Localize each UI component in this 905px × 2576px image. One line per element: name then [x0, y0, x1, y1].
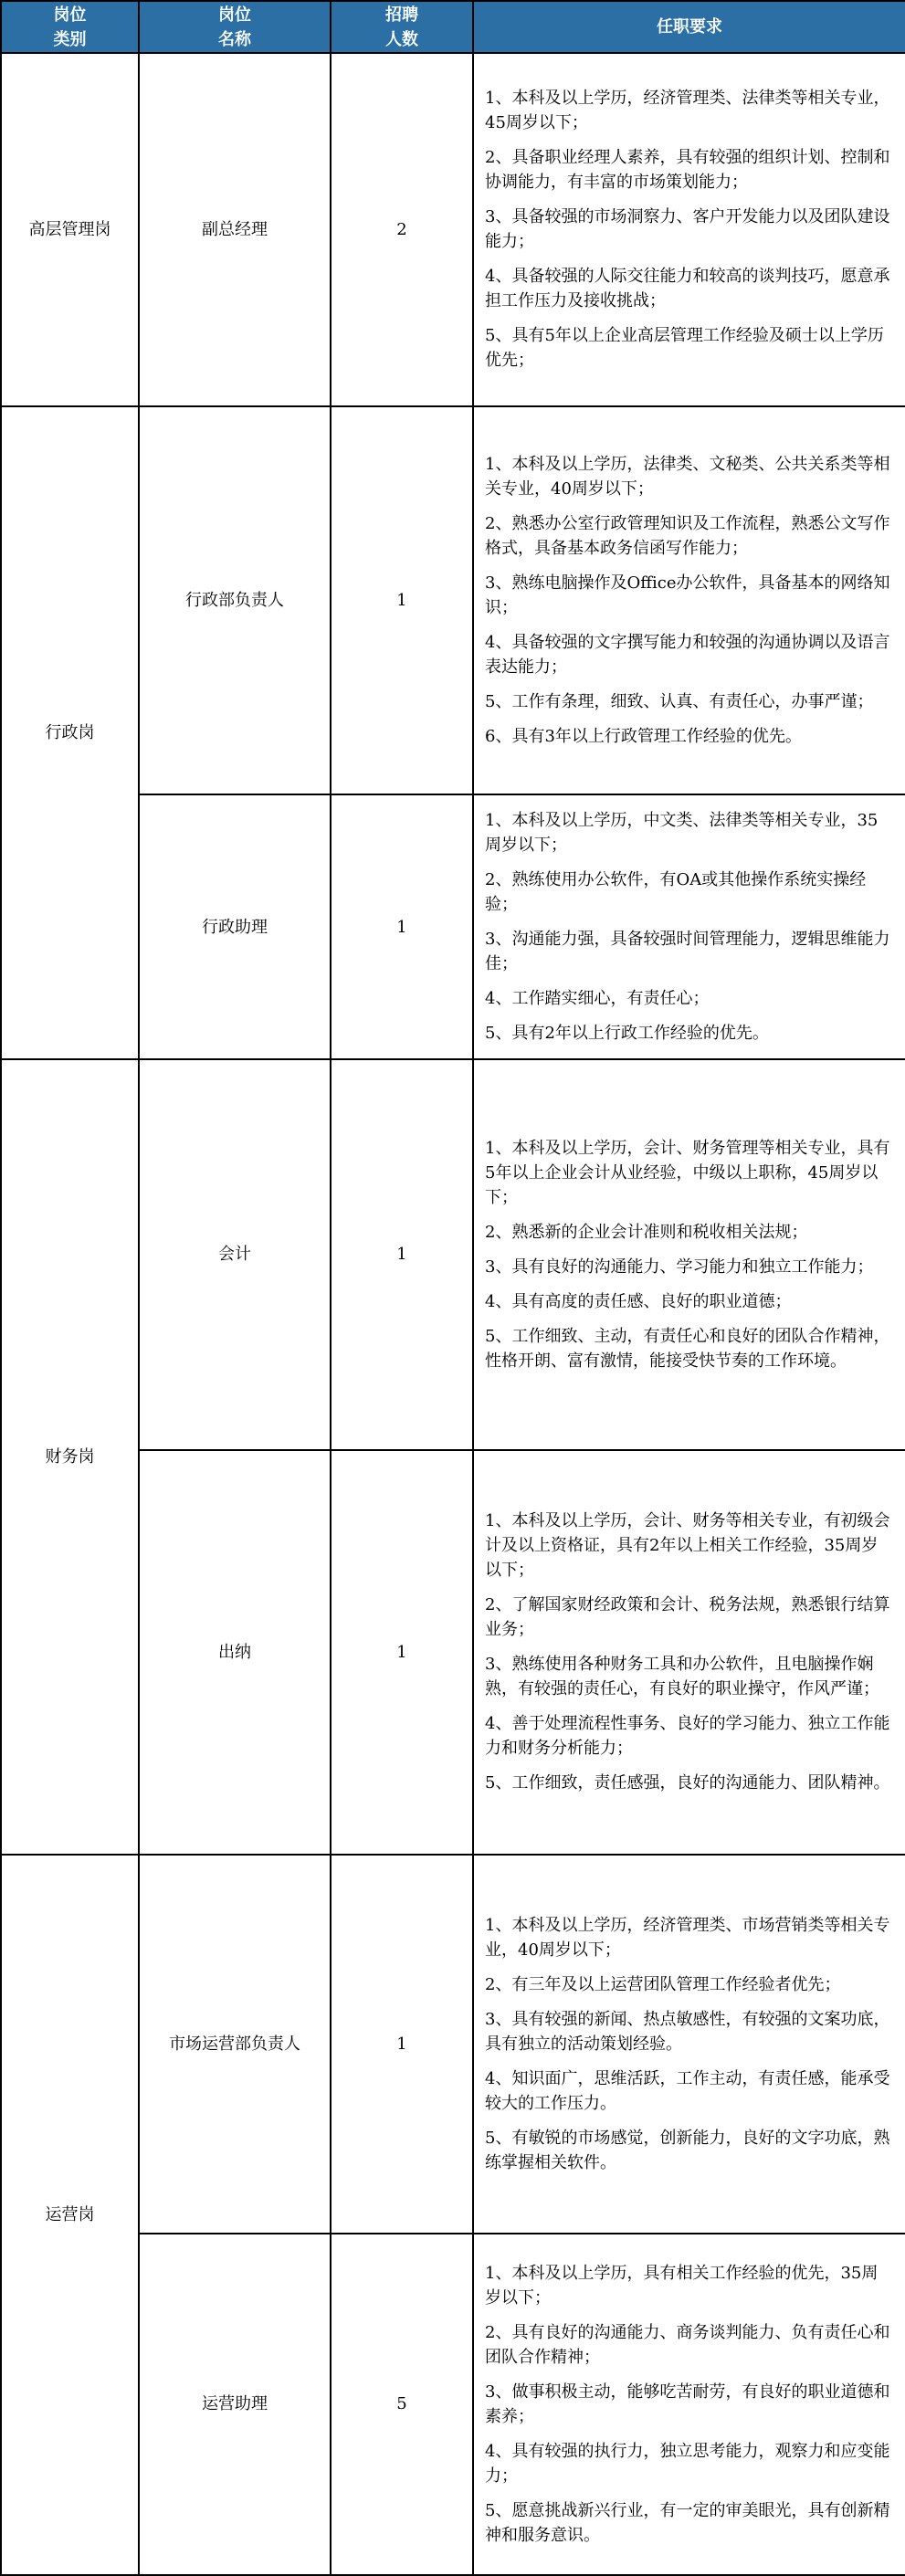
headcount-cell: 2	[331, 53, 473, 405]
header-headcount-line: 招聘	[385, 5, 418, 25]
requirement-item: 4、具备较强的人际交往能力和较高的谈判技巧，愿意承担工作压力及接收挑战；	[485, 267, 890, 311]
requirement-item: 1、本科及以上学历，法律类、文秘类、公共关系类等相关专业，40周岁以下；	[485, 454, 890, 499]
headcount-cell: 1	[331, 1855, 473, 2233]
requirements-cell	[473, 794, 905, 1059]
headcount-cell: 5	[331, 2234, 473, 2575]
headcount-cell: 1	[331, 406, 473, 795]
category-cell: 财务岗	[1, 1059, 139, 1855]
requirement-item: 5、具有5年以上企业高层管理工作经验及硕士以上学历优先；	[485, 326, 884, 371]
requirement-item: 4、知识面广，思维活跃，工作主动，有责任感，能承受较大的工作压力。	[485, 2068, 890, 2113]
requirement-item: 2、具备职业经理人素养，具有较强的组织计划、控制和协调能力，有丰富的市场策划能力；	[485, 148, 890, 193]
position-row	[1, 1855, 905, 2233]
requirement-item: 1、本科及以上学历，会计、财务管理等相关专业，具有5年以上企业会计从业经验，中级以上职称，45周岁以下；	[485, 1138, 890, 1207]
header-category-line: 类别	[53, 29, 87, 49]
headcount-cell: 1	[331, 1059, 473, 1450]
requirements-cell	[473, 406, 905, 795]
requirement-item: 2、熟悉新的企业会计准则和税收相关法规；	[485, 1222, 808, 1242]
requirement-item: 5、愿意挑战新兴行业，有一定的审美眼光，具有创新精神和服务意识。	[485, 2500, 890, 2545]
requirement-item: 2、了解国家财经政策和会计、税务法规，熟悉银行结算业务；	[485, 1595, 890, 1640]
header-requirements-label: 任职要求	[657, 17, 722, 37]
requirement-item: 4、善于处理流程性事务、良好的学习能力、独立工作能力和财务分析能力；	[485, 1714, 890, 1759]
requirement-item: 5、工作细致，责任感强，良好的沟通能力、团队精神。	[485, 1773, 890, 1793]
requirement-item: 1、本科及以上学历，会计、财务等相关专业，有初级会计及以上资格证，具有2年以上相关工作经验，35周岁以下；	[485, 1511, 890, 1581]
position-row	[1, 53, 905, 405]
requirement-item: 6、具有3年以上行政管理工作经验的优先。	[485, 726, 802, 746]
requirement-item: 5、具有2年以上行政工作经验的优先。	[485, 1024, 769, 1044]
requirement-item: 4、工作踏实细心，有责任心；	[485, 989, 710, 1009]
requirement-item: 3、熟练使用各种财务工具和办公软件，且电脑操作娴熟，有较强的责任心，有良好的职业操守，作风严谨；	[485, 1655, 879, 1699]
requirement-item: 1、本科及以上学历，中文类、法律类等相关专业，35周岁以下；	[485, 811, 879, 856]
requirement-item: 1、本科及以上学历，经济管理类、法律类等相关专业，45周岁以下；	[485, 89, 890, 133]
requirement-item: 5、工作细致、主动，有责任心和良好的团队合作精神，性格开朗、富有激情，能接受快节奏的工作环境。	[485, 1326, 890, 1371]
requirements-cell	[473, 53, 905, 405]
requirement-item: 2、有三年及以上运营团队管理工作经验者优先；	[485, 1974, 841, 1994]
header-requirements	[473, 1, 905, 53]
table-header-row	[1, 1, 905, 53]
requirement-item: 2、熟练使用办公软件，有OA或其他操作系统实操经验；	[485, 870, 867, 915]
position-title-cell: 行政部负责人	[139, 406, 331, 795]
category-cell: 行政岗	[1, 406, 139, 1060]
requirement-item: 5、有敏锐的市场感觉，创新能力，良好的文字功底，熟练掌握相关软件。	[485, 2128, 890, 2172]
requirement-item: 1、本科及以上学历，经济管理类、市场营销类等相关专业，40周岁以下；	[485, 1915, 890, 1960]
position-title-cell: 行政助理	[139, 794, 331, 1059]
category-cell: 高层管理岗	[1, 53, 139, 405]
position-row	[1, 1059, 905, 1450]
position-title-cell: 市场运营部负责人	[139, 1855, 331, 2233]
position-title-cell: 副总经理	[139, 53, 331, 405]
requirements-cell	[473, 1450, 905, 1856]
requirement-item: 3、具有较强的新闻、热点敏感性，有较强的文案功底，具有独立的活动策划经验。	[485, 2009, 890, 2054]
header-headcount	[331, 1, 473, 53]
requirement-item: 2、熟悉办公室行政管理知识及工作流程，熟悉公文写作格式，具备基本政务信函写作能力；	[485, 513, 890, 558]
header-position-line: 岗位	[218, 5, 251, 25]
headcount-cell: 1	[331, 1450, 473, 1856]
requirement-item: 4、具有高度的责任感、良好的职业道德；	[485, 1291, 792, 1311]
requirements-cell	[473, 1855, 905, 2233]
position-title-cell: 出纳	[139, 1450, 331, 1856]
header-position	[139, 1, 331, 53]
requirement-item: 1、本科及以上学历，具有相关工作经验的优先，35周岁以下；	[485, 2263, 879, 2308]
category-cell: 运营岗	[1, 1855, 139, 2575]
requirement-item: 4、具有较强的执行力，独立思考能力，观察力和应变能力；	[485, 2441, 890, 2486]
requirement-item: 3、做事积极主动，能够吃苦耐劳，有良好的职业道德和素养；	[485, 2381, 890, 2426]
requirement-item: 3、具备较强的市场洞察力、客户开发能力以及团队建设能力；	[485, 207, 890, 252]
requirement-item: 4、具备较强的文字撰写能力和较强的沟通协调以及语言表达能力；	[485, 632, 890, 677]
requirement-item: 3、沟通能力强，具备较强时间管理能力，逻辑思维能力佳；	[485, 930, 890, 974]
requirement-item: 3、具有良好的沟通能力、学习能力和独立工作能力；	[485, 1256, 874, 1277]
header-category	[1, 1, 139, 53]
requirement-item: 3、熟练电脑操作及Office办公软件，具备基本的网络知识；	[485, 573, 890, 617]
header-category-line: 岗位	[53, 5, 87, 25]
requirements-cell	[473, 2234, 905, 2575]
headcount-cell: 1	[331, 794, 473, 1059]
position-title-cell: 会计	[139, 1059, 331, 1450]
requirements-cell	[473, 1059, 905, 1450]
position-title-cell: 运营助理	[139, 2234, 331, 2575]
requirement-item: 5、工作有条理，细致、认真、有责任心，办事严谨；	[485, 691, 874, 711]
header-position-line: 名称	[218, 29, 251, 49]
position-row	[1, 406, 905, 795]
requirement-item: 2、具有良好的沟通能力、商务谈判能力、负有责任心和团队合作精神；	[485, 2322, 890, 2367]
header-headcount-line: 人数	[385, 29, 418, 49]
